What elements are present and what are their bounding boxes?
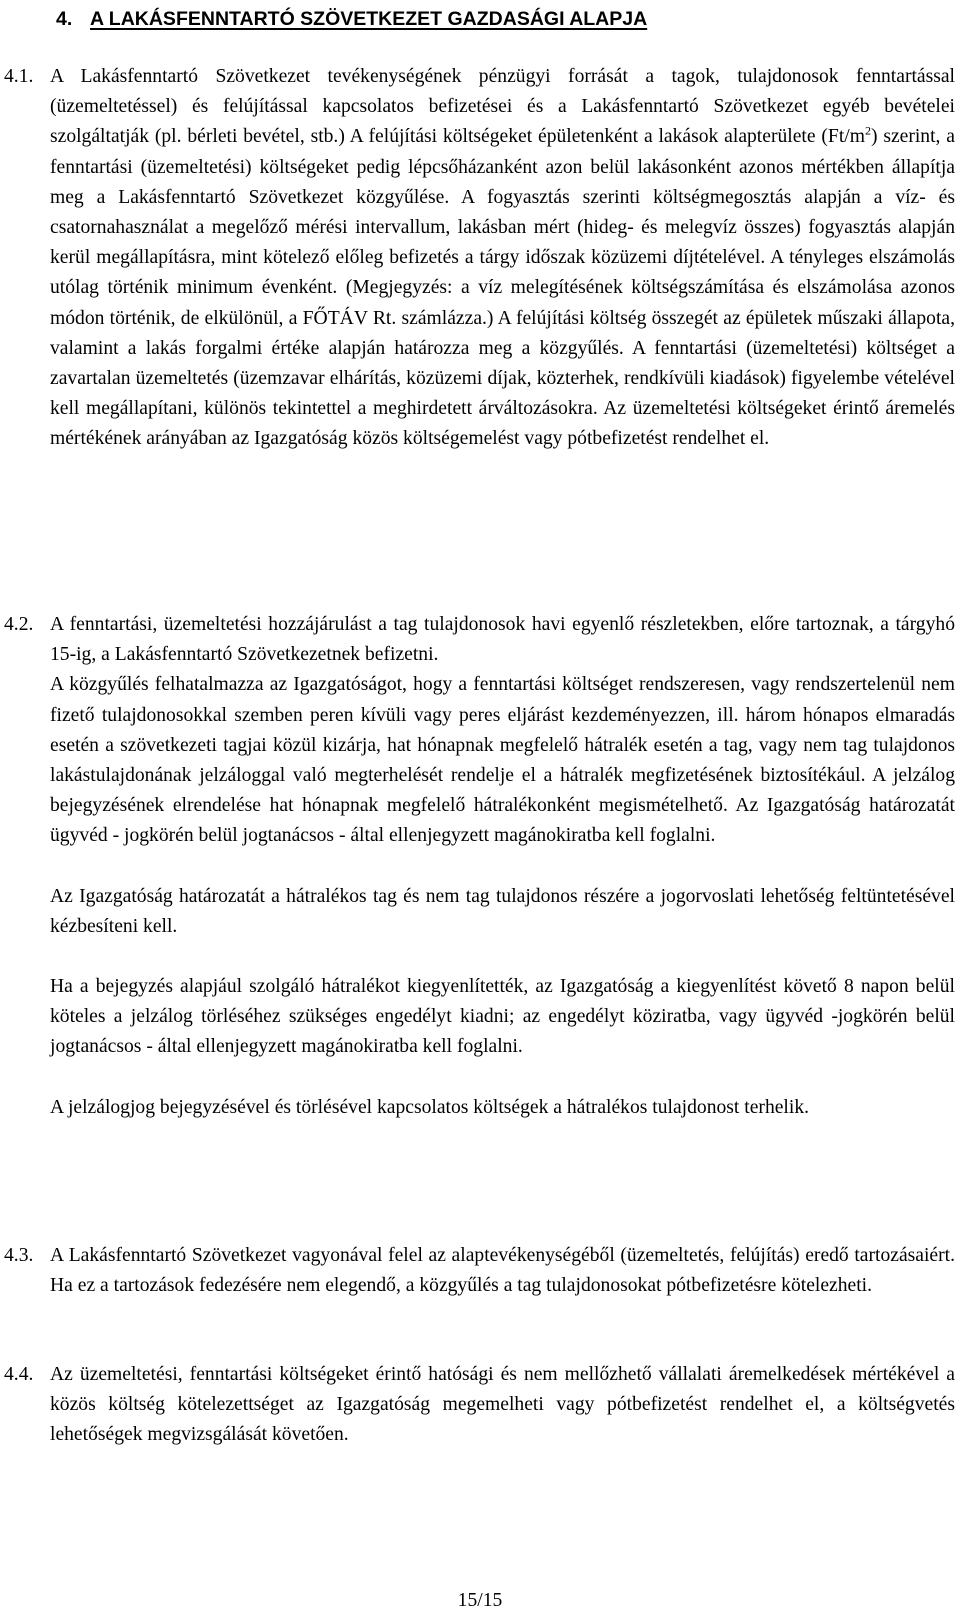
paragraph: A fenntartási, üzemeltetési hozzájárulást a tag tulajdonosok havi egyenlő részletekben, előre tartoznak, a tárgyhó 15-ig, a Lakásfenntartó Szövetkezetnek befizetni. bbox=[50, 614, 955, 666]
section-4-4 bbox=[4, 1360, 956, 1451]
section-number: 4.4. bbox=[4, 1364, 34, 1385]
heading-number: 4. bbox=[56, 8, 73, 30]
heading-title: A LAKÁSFENNTARTÓ SZÖVETKEZET GAZDASÁGI ALAPJA bbox=[90, 8, 648, 30]
paragraph bbox=[50, 62, 955, 455]
section-4-2 bbox=[4, 610, 956, 1123]
paragraph: A közgyűlés felhatalmazza az Igazgatóságot, hogy a fenntartási költséget rendszeresen, vagy rendszertelenül nem fizető tulajdonosokkal szemben peren kívüli vagy peres eljárást kezdeményezzen, ill. három hónapos elmaradás esetén a szövetkezeti tagjai közül kizárja, hat hónapnak megfelelő hátralék esetén a tag, vagy nem tag tulajdonos lakástulajdonának jelzáloggal való megterhelését rendelje el a hátralék megfizetésének biztosítékául. A jelzálog bejegyzésének elrendelése hat hónapnak megfelelő hátralékonként megismételhető. Az Igazgatóság határozatát ügyvéd - jogkörén belül jogtanácsos - által ellenjegyzett magánokiratba kell foglalni. bbox=[50, 674, 955, 847]
paragraph: Az üzemeltetési, fenntartási költségeket érintő hatósági és nem mellőzhető vállalati áremelkedések mértékével a közös költség kötelezettséget az Igazgatóság megemelheti vagy pótbefizetést rendelhet el, a költségvetés lehetőségek megvizsgálását követően. bbox=[50, 1364, 955, 1446]
page-number: 15/15 bbox=[457, 1590, 503, 1611]
paragraph: A jelzálogjog bejegyzésével és törlésével kapcsolatos költségek a hátralékos tulajdonost terhelik. bbox=[50, 1096, 810, 1118]
superscript: 2 bbox=[864, 123, 871, 138]
paragraph: A Lakásfenntartó Szövetkezet vagyonával felel az alaptevékenységéből (üzemeltetés, felújítás) eredő tartozásaiért. Ha ez a tartozások fedezésére nem elegendő, a közgyűlés a tag tulajdonosokat pótbefizetésre kötelezheti. bbox=[50, 1245, 955, 1297]
section-4-1 bbox=[4, 62, 956, 455]
section-number: 4.3. bbox=[4, 1245, 34, 1266]
paragraph-text: A Lakásfenntartó Szövetkezet tevékenységének pénzügyi forrását a tagok, tulajdonosok fenntartással (üzemeltetéssel) és felújítással kapcsolatos befizetései és a Lakásfenntartó Szövetkezet egyéb bevételei szolgáltatják (pl. bérleti bevétel, stb.) A felújítási költségeket épületenként a lakások alapterülete (Ft/m bbox=[50, 66, 955, 148]
section-number: 4.2. bbox=[4, 614, 34, 635]
paragraph: Az Igazgatóság határozatát a hátralékos tag és nem tag tulajdonos részére a jogorvoslati lehetőség feltüntetésével kézbesíteni kell. bbox=[50, 885, 955, 937]
section-heading bbox=[56, 6, 647, 32]
paragraph: Ha a bejegyzés alapjául szolgáló hátralékot kiegyenlítették, az Igazgatóság a kiegyenlítést követő 8 napon belül köteles a jelzálog törléséhez szükséges engedélyt kiadni; az engedélyt köziratba, vagy ügyvéd -jogkörén belül jogtanácsos - által ellenjegyzett magánokiratba kell foglalni. bbox=[50, 976, 955, 1058]
section-4-3 bbox=[4, 1241, 956, 1301]
section-number: 4.1. bbox=[4, 66, 34, 87]
paragraph-text: ) szerint, a fenntartási (üzemeltetési) költségeket pedig lépcsőházanként azon belül lakásonként azonos mértékben állapítja meg a Lakásfenntartó Szövetkezet közgyűlése. A fogyasztás szerinti költségmegosztás alapján a víz- és csatornahasználat a megelőző mérési intervallum, lakásban mért (hideg- és melegvíz összes) fogyasztás alapján kerül megállapításra, mint kötelező előleg befizetés a tárgy időszak közüzemi díjtételével. A tényleges elszámolás utólag történik minimum évenként. (Megjegyzés: a víz melegítésének költségszámítása és elszámolása azonos módon történik, de elkülönül, a FŐTÁV Rt. számlázza.) A felújítási költség összegét az épületek műszaki állapota, valamint a lakás forgalmi értéke alapján határozza meg a közgyűlés. A fenntartási (üzemeltetési) költséget a zavartalan üzemeltetés (üzemzavar elhárítás, közüzemi díjak, közterhek, rendkívüli kiadások) figyelembe vételével kell megállapítani, különös tekintettel a meghirdetett árváltozásokra. Az üzemeltetési költségeket érintő áremelés mértékének arányában az Igazgatóság közös költségemelést vagy pótbefizetést rendelhet el. bbox=[50, 126, 955, 450]
